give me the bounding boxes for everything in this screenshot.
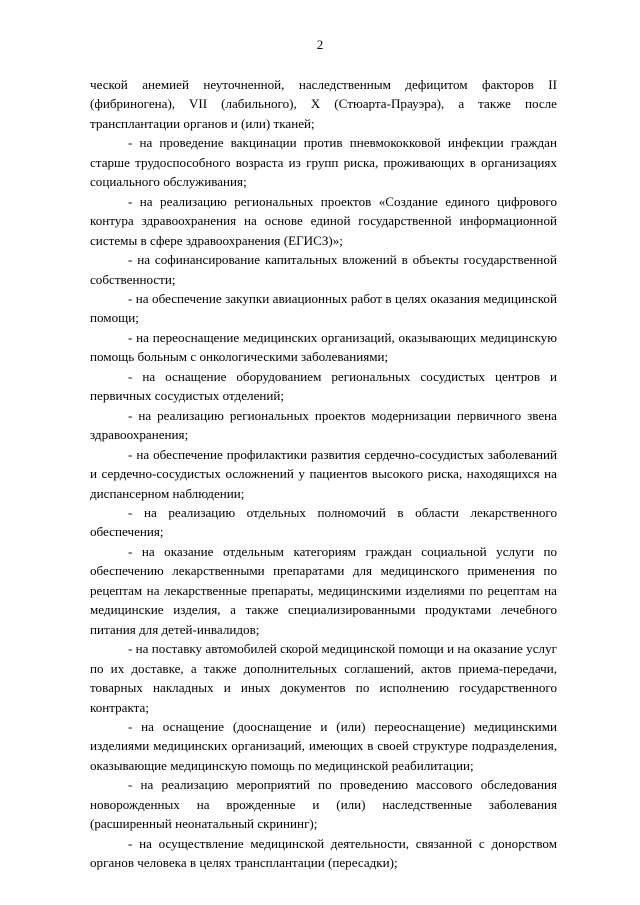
list-item: - на реализацию отдельных полномочий в области лекарственного обеспечения; bbox=[90, 504, 557, 540]
list-item: - на оснащение оборудованием региональных сосудистых центров и первичных сосудистых отделений; bbox=[90, 368, 557, 404]
list-item: - на осуществление медицинской деятельности, связанной с донорством органов человека в целях трансплантации (пересадки); bbox=[90, 835, 557, 871]
list-item: - на проведение вакцинации против пневмококковой инфекции граждан старше трудоспособного возраста из групп риска, проживающих в организациях социального обслуживания; bbox=[90, 135, 557, 190]
list-item: - на переоснащение медицинских организаций, оказывающих медицинскую помощь больным с онкологическими заболеваниями; bbox=[90, 329, 557, 365]
list-item: - на реализацию региональных проектов «Создание единого цифрового контура здравоохранения на основе единой государственной информационной системы в сфере здравоохранения (ЕГИСЗ)»; bbox=[90, 193, 557, 248]
list-item: - на поставку автомобилей скорой медицинской помощи и на оказание услуг по их доставке, а также дополнительных соглашений, актов приема-передачи, товарных накладных и иных документов по исполнению государственного контракта; bbox=[90, 641, 557, 715]
list-item: - на реализацию мероприятий по проведению массового обследования новорожденных на врожденные и (или) наследственные заболевания (расширенный неонатальный скрининг); bbox=[90, 777, 557, 832]
list-item: - на оснащение (дооснащение и (или) переоснащение) медицинскими изделиями медицинских организаций, имеющих в своей структуре подразделения, оказывающие медицинскую помощь по медицинской реабилитации; bbox=[90, 718, 557, 773]
document-body bbox=[90, 75, 557, 873]
list-item: - на софинансирование капитальных вложений в объекты государственной собственности; bbox=[90, 252, 557, 287]
list-item: - на оказание отдельным категориям граждан социальной услуги по обеспечению лекарственными препаратами для медицинского применения по рецептам на лекарственные препараты, медицинскими изделиями по рецептам на медицинские изделия, а также специализированными продуктами лечебного питания для детей-инвалидов; bbox=[90, 543, 557, 637]
list-item: - на обеспечение профилактики развития сердечно-сосудистых заболеваний и сердечно-сосудистых осложнений у пациентов высокого риска, находящихся на диспансерном наблюдении; bbox=[90, 446, 557, 501]
list-item: - на реализацию региональных проектов модернизации первичного звена здравоохранения; bbox=[90, 407, 557, 443]
page-number: 2 bbox=[316, 37, 324, 52]
list-item: - на обеспечение закупки авиационных работ в целях оказания медицинской помощи; bbox=[90, 290, 557, 326]
paragraph-continuation: ческой анемией неуточненной, наследственным дефицитом факторов II (фибриногена), VII (лабильного), X (Стюарта-Прауэра), а также после трансплантации органов и (или) тканей; bbox=[90, 77, 557, 131]
